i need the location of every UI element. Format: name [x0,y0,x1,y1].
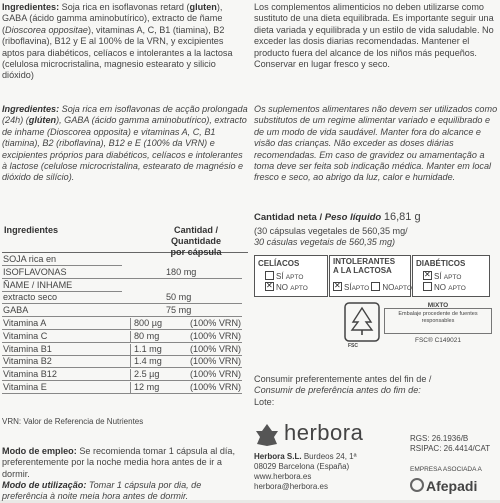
capsules-info: (30 cápsulas vegetales de 560,35 mg/ 30 cásulas vegetais de 560,35 mg) [254,226,408,248]
net-quantity: Cantidad neta / Peso líquido 16,81 g [254,211,421,223]
fsc-block: MIXTO Embalaje procedente de fuentes responsables FSC® C149021 FSC [344,300,494,346]
warnings-es: Los complementos alimenticios no deben utilizarse como sustituto de una dieta equilibrada. Es importante seguir una dieta variada y equilibrada y un estilo de vida saludable. No exceder las dosis diarias recomendadas. Mantener el producto fuera del alcance de los niños más pequeños. Conservar en lugar fresco y seco. [254,2,494,70]
herbora-leaf-icon [254,422,280,448]
nutrition-table-header [2,222,248,257]
afepadi-logo: Afepadi [410,478,477,494]
ingredient-quantity: 75 mg [166,305,192,316]
ingredient-quantity: 2.5 µg [134,369,160,380]
celiac-box: CELÍACOS SÍ APTO ✕NO APTO [254,255,328,297]
lactose-yes-checkbox [333,282,342,291]
table-row [2,318,248,330]
ingredient-quantity: 12 mg [134,382,160,392]
celiac-no-checkbox [265,282,274,291]
ingredient-name: GABA [3,305,29,316]
ingredient-vrn: (100% VRN) [190,343,242,354]
ingredient-quantity: 80 mg [134,330,160,341]
ingredient-name: Vitamina B1 [3,343,52,354]
ingredients-es: Ingredientes: Soja rica en isoflavonas retard (gluten), GABA (ácido gamma aminobutírico), extracto de ñame (Dioscorea oppositae), vitaminas A, C, B1 (tiamina), B2 (riboflavina), B12 y E al 100% de la VRN, y excipientes aptos para diabéticos, celíacos e intolerantes a la lactosa (celulosa microcristalina, magnesio estearato y silicio dióxido) [2,2,233,81]
diabetic-no-checkbox [423,282,432,291]
table-row [2,305,248,317]
ingredient-name: Vitamina B12 [3,369,57,380]
diabetic-yes-checkbox [423,271,432,280]
celiac-yes-checkbox [265,271,274,280]
table-row [2,356,248,368]
ingredient-vrn: (100% VRN) [190,318,242,328]
table-row [2,344,248,356]
ingredient-name: Vitamina C [3,330,48,341]
ingredient-quantity: 180 mg [166,266,197,277]
ingredient-quantity: 1.1 mg [134,343,162,354]
ingredient-name: SOJA rica en [3,254,57,264]
vrn-note: VRN: Valor de Referencia de Nutrientes [2,417,144,426]
ingredient-quantity: 50 mg [166,292,192,303]
ingredient-vrn: (100% VRN) [190,369,242,380]
ingredient-vrn: (100% VRN) [190,330,242,341]
diabetic-box: DIABÉTICOS ✕SÍ APTO NO APTO [412,255,490,297]
lactose-no-checkbox [371,282,380,291]
best-before: Consumir preferentemente antes del fin de / Consumir de preferência antes do fim de: Lote: [254,374,432,407]
warnings-pt: Os suplementos alimentares não devem ser utilizados como substitutos de um regime alimentar variado e equilibrado e de um modo de vida saudável. Manter fora do alcance e visão das crianças. Não exceder as doses diárias recomendadas. Em caso de gravidez ou amamentação a toma deve ser feita sob indicação médica. Manter em local fresco e seco, ao abrigo da luz, calor e humidade. [254,104,498,183]
usage-es: Modo de empleo: Se recomienda tomar 1 cápsula al día, preferentemente por la noche media hora antes de ir a dormir. [2,446,236,479]
table-row [2,369,248,381]
ingredient-quantity: 800 µg [134,318,162,328]
ingredient-vrn: (100% VRN) [190,382,242,392]
ingredient-name: ISOFLAVONAS [3,266,67,277]
table-row [2,382,248,394]
fsc-tree-icon [344,302,380,342]
quantity-column-header: Cantidad / Quantidade por cápsula [170,225,222,257]
table-row [2,331,248,343]
registry-info: RGS: 26.1936/B RSIPAC: 26.4414/CAT EMPRESA ASOCIADA A [410,434,491,473]
table-row [2,280,248,292]
table-row [2,292,248,304]
ingredient-name: Vitamina A [3,318,47,328]
ingredient-name: ÑAME / INHAME [3,279,73,290]
usage-pt: Modo de utilização: Tomar 1 cápsula por dia, de preferência à noite meia hora antes de dormir. [2,480,202,502]
ingredients-pt: Ingredientes: Soja rica em isoflavonas de acção prolongada (24h) (glúten), GABA (ácido gamma aminobutírico), extracto de inhame (Dioscorea opposita) e vitaminas A, C, B1 (tiamina), B2 (riboflavina), B12 e E (100% da VRN) e excipientes próprios para diabéticos, celíacos e intolerantes à lactose (celulose microcristalina, estearato de magnésio e dióxido de silício). [2,104,248,183]
row-divider [2,393,242,394]
company-address: Herbora S.L. Burdeos 24, 1ª 08029 Barcelona (España) www.herbora.es herbora@herbora.es [254,452,357,491]
ingredient-vrn: (100% VRN) [190,356,242,367]
ingredients-column-header: Ingredientes [4,225,59,235]
ingredient-quantity: 1.4 mg [134,356,162,367]
lactose-box: INTOLERANTES A LA LACTOSA ✕SÍAPTO NOAPTO [329,255,411,297]
herbora-logo: herbora [254,420,394,450]
ingredient-name: Vitamina B2 [3,356,52,367]
table-row [2,267,248,279]
ingredient-name: Vitamina E [3,382,47,392]
ingredient-name: extracto seco [3,292,58,303]
table-row [2,254,248,266]
